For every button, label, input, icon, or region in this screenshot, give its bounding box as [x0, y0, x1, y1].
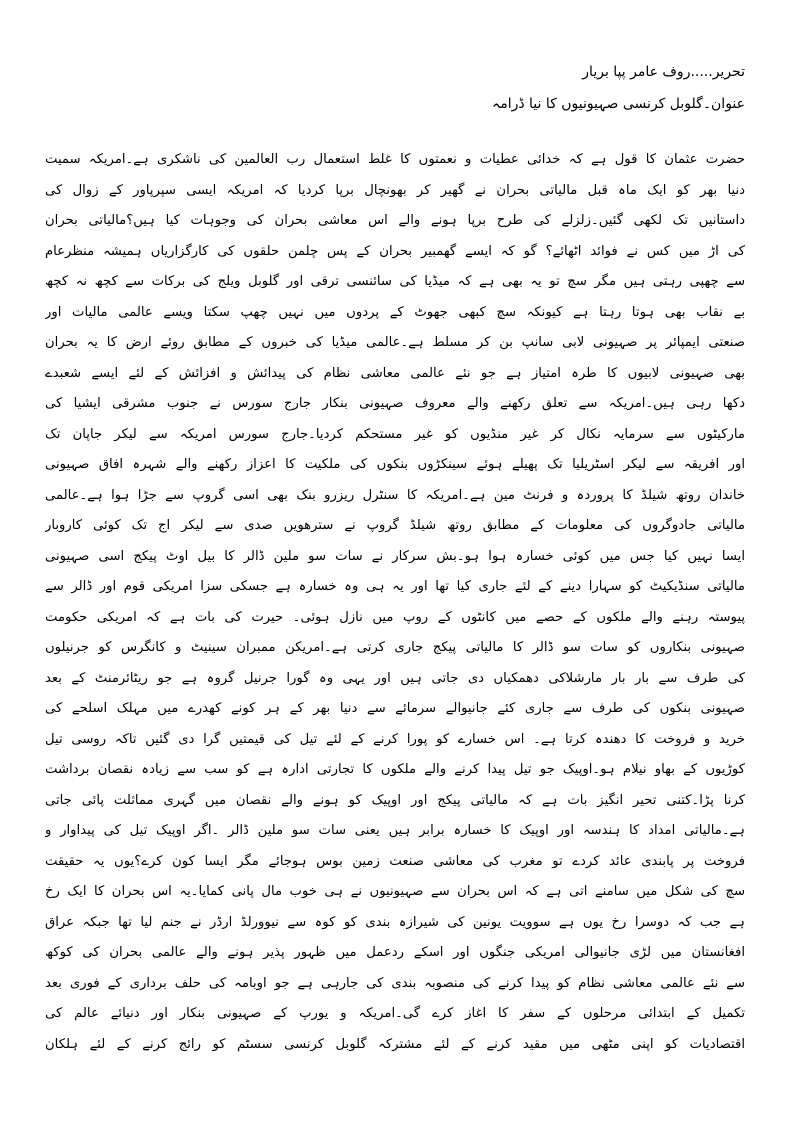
article-body: [45, 145, 745, 1060]
body-line: پیوستہ رہنے والے ملکوں کے حصے میں کانٹوں کے روپ میں نازل ہوئی۔ حیرت کی بات ہے کہ امریکی حکومت: [45, 609, 745, 625]
body-line: سے چھپی رہتی ہیں مگر سچ تو یہ بھی ہے کہ میڈیا کی سائنسی ترقی اور گلوبل ویلج کی برکات سے کچھ نہ کچھ: [45, 274, 745, 289]
body-line: خرید و فروخت کا دھندہ کرتا ہے۔ اس خسارے کو پورا کرنے کے لئے تیل کی قیمتیں گرا دی گئیں تاکہ روسی تیل: [45, 731, 745, 747]
body-line: صہیونی بنکوں کی طرف سے جاری کئے جانیوالے سرمائے سے دنیا بھر کے ہر کونے کھدرے میں مہلک اسلحے کی: [45, 701, 745, 716]
body-line: تکمیل کے ابتدائی مرحلوں کے سفر کا اغاز کرے گی۔امریکہ و یورپ کے صہیونی بنکار اور دنیائے عالم کی: [45, 1006, 745, 1021]
body-line: کوڑیوں کے بھاو نیلام ہو۔اوپیک جو تیل پیدا کرنے والے ملکوں کا تجارتی ادارہ ہے کو سب سے زیادہ نقصان برداشت: [45, 762, 745, 777]
body-line: ہے جب کہ دوسرا رخ یوں ہے سوویت یونین کی شیرازہ بندی کو کوہ سے نیوورلڈ ارڈر نے جنم لیا تھا جبکہ عراق: [45, 914, 745, 930]
body-line: خاندان روتھ شیلڈ کا پروردہ و فرنٹ مین ہے۔امریکہ کا سنٹرل ریزرو بنک بھی اسی گروپ سے جڑا ہوا ہے۔عالمی: [45, 487, 745, 503]
body-line: حضرت عثمان کا قول ہے کہ خدائی عطیات و نعمتوں کا غلط استعمال رب العالمین کی ناشکری ہے۔امریکہ سمیت: [45, 152, 745, 167]
body-line: صنعتی ایمپائر پر صہیونی لابی سانپ بن کر مسلط ہے۔عالمی میڈیا کی خبروں کے مطابق روئے ارض کا یہ بحران: [45, 335, 745, 350]
body-line: کی طرف سے بار بار مارشلاکی دھمکیاں دی جاتی ہیں اور یہی وہ گورا جرنیل گروہ ہے جو ریٹائرمنٹ کے بعد: [45, 670, 745, 686]
body-line: اور افریقہ سے لیکر اسٹریلیا تک پھیلے ہوئے سینکڑوں بنکوں کی ملکیت کا اعزاز رکھنے والے شہرہ افاق صہیونی: [45, 457, 745, 472]
body-line: صہیونی بنکاروں کو سات سو ڈالر کا مالیاتی پیکج جاری کرتی ہے۔امریکن ممبران سینیٹ و کانگرس کو جرنیلوں: [45, 640, 745, 655]
body-line: کرنا پڑا۔کتنی تحیر انگیز بات ہے کہ مالیاتی پیکج اور اوپیک کو ہونے والے نقصان میں گہری مماثلت پائی جاتی: [45, 792, 745, 808]
body-line: داستانیں تک لکھی گئیں۔زلزلے کی طرح برپا ہونے والے اس معاشی بحران کی وجوہات کیا ہیں؟مالیاتی بحران: [45, 213, 745, 228]
body-line: مالیاتی جادوگروں کی معلومات کے مطابق روتھ شیلڈ گروپ نے سترھویں صدی سے لیکر اج تک کوئی کاروبار: [45, 518, 745, 533]
body-line: سے نئے عالمی معاشی نظام کو پیدا کرنے کی منصوبہ بندی کی جارہی ہے جو اوبامہ کی حلف برداری کے فوری بعد: [45, 975, 745, 991]
body-line: مارکیٹوں سے سرمایہ نکال کر غیر منڈیوں کو غیر مستحکم کردیا۔جارج سورس امریکہ سے لیکر جاپان تک: [45, 426, 745, 442]
body-line: ایسا نہیں کیا جس میں کوئی خسارہ ہوا ہو۔بش سرکار نے سات سو ملین ڈالر کا بیل اوٹ پیکج اسی صہیونی: [45, 548, 745, 564]
body-line: بھی صہیونی لابیوں کا طرہ امتیاز ہے جو نئے عالمی معاشی نظام کی پیدائش و افزائش کے لئے ایسے شعبدے: [45, 365, 745, 381]
body-line: کی اڑ میں کس نے فوائد اٹھائے؟ گو کہ ایسے گھمبیر بحران کے پس چلمن حلقوں کی کارگزاریاں ہمیشہ منظرعام: [45, 243, 745, 259]
body-line: دنیا بھر کو ایک ماہ قبل مالیاتی بحران نے گھیر کر بھونچال برپا کردیا کہ امریکہ ایسی سپرپاور کے زوال کی: [45, 182, 745, 198]
body-line: دکھا رہی ہیں۔امریکہ سے تعلق رکھنے والے معروف صہیونی بنکار جارج سورس نے جنوب مشرقی ایشیا کی: [45, 396, 745, 411]
document-header: [45, 56, 745, 120]
body-line: بے نقاب بھی ہوتا رہتا ہے کیونکہ سچ کبھی جھوٹ کے پردوں میں نہیں چھپ سکتا ویسے عالمی مالیات اور: [45, 304, 745, 320]
body-line: افغانستان میں لڑی جانیوالی امریکی جنگوں اور اسکے ردعمل میں ظہور پذیر ہونے والے عالمی بحران کی کوکھ: [45, 945, 745, 960]
body-line: سچ کی شکل میں سامنے اتی ہے کہ اس بحران سے صہیونیوں نے ہی خوب مال پانی کمایا۔یہ اس بحران کا ایک رخ: [45, 884, 745, 899]
title-line: عنوان۔گلوبل کرنسی صہیونیوں کا نیا ڈرامہ: [492, 96, 745, 112]
body-line: ہے۔مالیاتی امداد کا ہندسہ اور اوپیک کا خسارہ برابر ہیں یعنی سات سو ملین ڈالر ۔اگر اوپیک تیل کی پیداوار و: [45, 823, 745, 838]
body-line: مالیاتی سنڈیکیٹ کو سہارا دینے کے لئے جاری کیا تھا اور یہ ہی وہ خسارہ ہے جسکی سزا امریکی قوم اور ڈالر سے: [45, 579, 745, 594]
body-line: اقتصادیات کو اپنی مٹھی میں مقید کرنے کے لئے مشترکہ گلوبل کرنسی سسٹم کو رائج کرنے کے لئے ہلکان: [45, 1036, 745, 1052]
author-line: تحریر.....روف عامر پپا بریار: [582, 64, 745, 80]
body-line: فروخت پر پابندی عائد کردے تو مغرب کی معاشی صنعت زمین بوس ہوجائے مگر ایسا کون کرے؟یوں یہ حقیقت: [45, 853, 745, 869]
